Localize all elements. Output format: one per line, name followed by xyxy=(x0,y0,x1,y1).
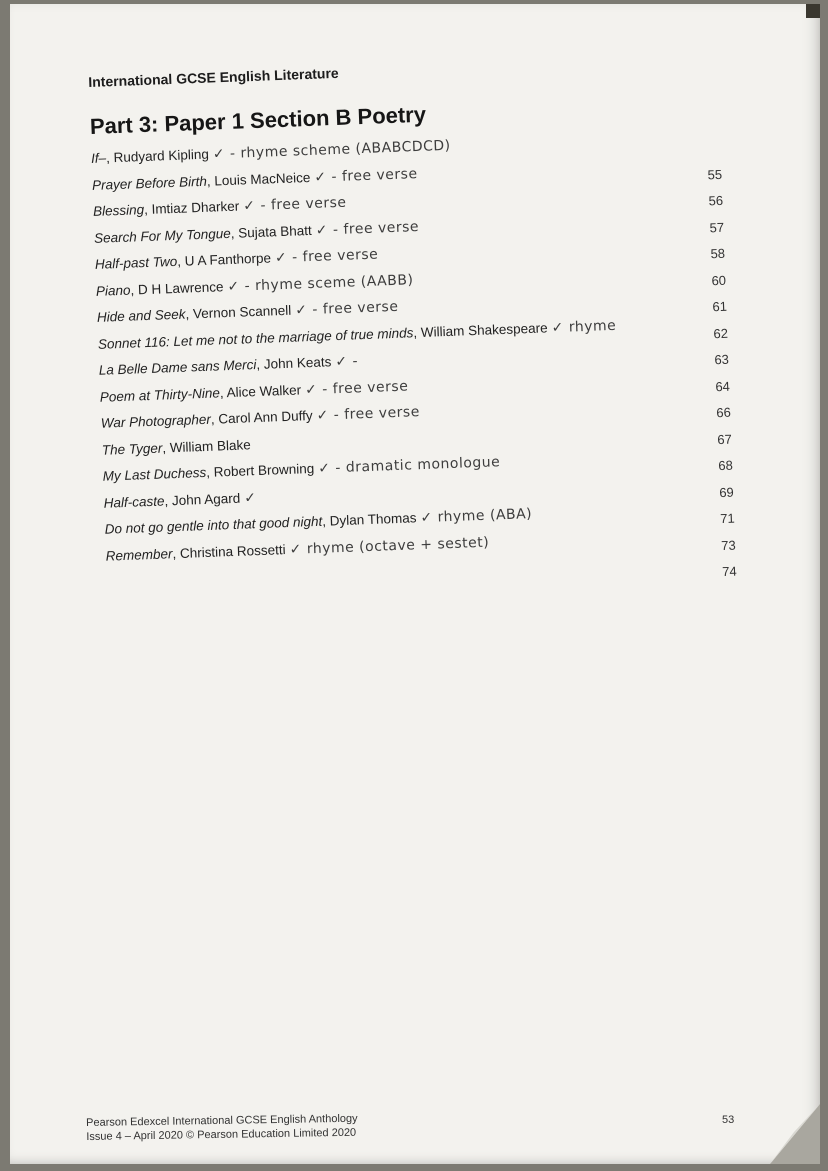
footer-line-2: Issue 4 – April 2020 © Pearson Education Limited 2020 xyxy=(86,1126,357,1143)
page-number: 66 xyxy=(716,404,732,421)
poem-author: , William Shakespeare xyxy=(413,319,548,340)
handwritten-note: ✓ - rhyme scheme (ABABCDCD) xyxy=(212,137,451,163)
poem-author: , Rudyard Kipling xyxy=(105,146,210,166)
page-number: 71 xyxy=(719,510,735,527)
handwritten-note: ✓ - xyxy=(335,353,359,371)
poem-title: Prayer Before Birth xyxy=(91,173,208,193)
poem-author: , Imtiaz Dharker xyxy=(143,198,240,218)
handwritten-note: ✓ - free verse xyxy=(294,298,399,319)
page-number: 60 xyxy=(711,272,727,288)
poem-title: If– xyxy=(90,150,107,166)
poem-author: , Robert Browning xyxy=(205,460,315,480)
handwritten-note: ✓ - free verse xyxy=(242,194,347,215)
poem-author: , D H Lawrence xyxy=(130,278,224,298)
poem-author xyxy=(106,575,107,590)
folded-corner xyxy=(750,1094,820,1164)
handwritten-note: ✓ - rhyme sceme (AABB) xyxy=(227,271,414,295)
handwritten-note: ✓ - free verse xyxy=(316,404,421,424)
handwritten-note: ✓ xyxy=(243,489,257,507)
page-number: 62 xyxy=(713,325,729,341)
handwritten-note: ✓ - free verse xyxy=(274,246,379,267)
page-number: 57 xyxy=(709,219,725,235)
page-number: 56 xyxy=(708,192,724,209)
page-number: 73 xyxy=(720,537,736,553)
contents-block xyxy=(88,51,747,597)
page-number: 64 xyxy=(715,378,731,394)
poem-title: Piano xyxy=(95,282,131,299)
poem-author: , William Blake xyxy=(161,436,251,456)
page-title: Part 3: Paper 1 Section B Poetry xyxy=(89,101,427,139)
page-number: 61 xyxy=(712,298,728,315)
handwritten-note: ✓ - free verse xyxy=(315,218,420,239)
poem-author: , Sujata Bhatt xyxy=(230,222,313,241)
footer-page-number: 53 xyxy=(722,1114,735,1126)
book-header: International GCSE English Literature xyxy=(88,64,339,90)
poem-title: Hide and Seek xyxy=(96,306,186,325)
handwritten-note: ✓ rhyme (ABA) xyxy=(420,506,533,527)
page-number: 69 xyxy=(719,484,735,500)
poem-title: La Belle Dame sans Merci xyxy=(98,357,257,378)
page-number: 58 xyxy=(710,245,726,262)
poem-author: , Christina Rossetti xyxy=(172,541,286,561)
poem-list xyxy=(91,122,747,596)
document-page xyxy=(10,4,820,1164)
poem-author: , U A Fanthorpe xyxy=(176,250,272,269)
handwritten-note: ✓ rhyme xyxy=(551,317,617,336)
page-number: 68 xyxy=(718,457,734,474)
poem-title: My Last Duchess xyxy=(102,464,207,484)
poem-title: War Photographer xyxy=(100,411,212,431)
poem-author: , Louis MacNeice xyxy=(206,169,311,189)
poem-author: , Dylan Thomas xyxy=(321,510,417,529)
page-number: 74 xyxy=(721,563,737,580)
footer-line-1: Pearson Edexcel International GCSE English Anthology xyxy=(86,1112,358,1129)
poem-title: Search For My Tongue xyxy=(93,225,232,246)
page-footer xyxy=(86,1112,358,1144)
poem-title: Blessing xyxy=(92,202,145,219)
poem-title: Half-caste xyxy=(103,492,165,511)
poem-title: Sonnet 116: Let me not to the marriage of true minds xyxy=(97,324,414,352)
handwritten-note xyxy=(110,575,111,591)
poem-title: The Tyger xyxy=(101,440,163,458)
handwritten-note: ✓ rhyme (octave + sestet) xyxy=(289,534,490,558)
handwritten-note xyxy=(254,437,255,453)
poem-title: Poem at Thirty-Nine xyxy=(99,384,221,405)
page-number: 67 xyxy=(717,431,733,447)
poem-author: , Carol Ann Duffy xyxy=(210,408,313,427)
handwritten-note: ✓ - free verse xyxy=(304,377,409,398)
poem-author: , Alice Walker xyxy=(219,381,302,400)
poem-title: Remember xyxy=(105,545,173,564)
poem-title: Half-past Two xyxy=(94,253,178,272)
poem-author: , John Agard xyxy=(164,490,241,508)
handwritten-note: ✓ - dramatic monologue xyxy=(317,454,501,477)
handwritten-note: ✓ - free verse xyxy=(313,165,418,186)
page-number: 63 xyxy=(714,351,730,368)
page-corner-shadow xyxy=(806,4,820,18)
poem-title: Do not go gentle into that good night xyxy=(104,513,323,537)
page-number: 55 xyxy=(707,166,723,182)
poem-author: , Vernon Scannell xyxy=(185,302,292,322)
poem-title xyxy=(106,575,107,590)
poem-author: , John Keats xyxy=(256,354,332,373)
